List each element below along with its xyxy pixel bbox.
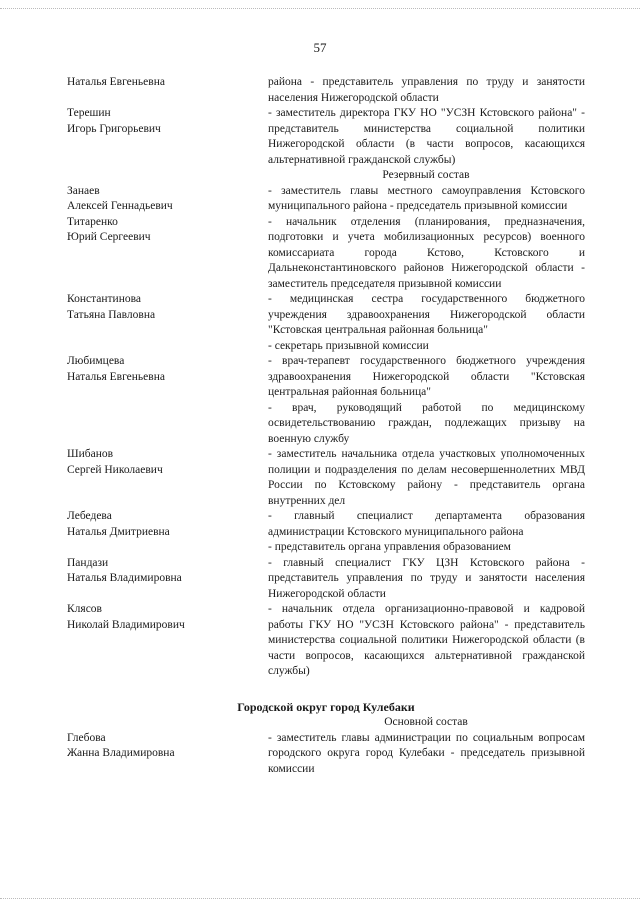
member-role: [268, 447, 585, 509]
member-role-line: - секретарь призывной комиссии: [268, 339, 429, 352]
member-name: [67, 215, 268, 293]
member-role-line: - главный специалист ГКУ ЦЗН Кстовского района - представитель управления по труду и занятости населения Нижегородской области: [268, 556, 585, 600]
document-body: [67, 75, 585, 777]
page-number: 57: [313, 40, 327, 55]
entries-reserve: [67, 184, 585, 680]
member-name-line: Наталья Евгеньевна: [67, 76, 165, 88]
scan-edge-top: [0, 8, 640, 9]
member-role: [268, 354, 585, 447]
member-surname: Пандази: [67, 556, 109, 569]
member-entry: [67, 602, 585, 680]
member-entry: [67, 354, 585, 447]
member-role-line: - начальник отдела организационно-правовой и кадровой работы ГКУ НО "УСЗН Кстовского района" - представитель министерства социальной политики Нижегородской области (в части вопросов, касающихся альтернативной гражданской службы): [268, 603, 585, 677]
member-name: [67, 509, 268, 556]
member-surname: Любимцева: [67, 355, 125, 367]
member-role-line: - представитель органа управления образованием: [268, 541, 511, 553]
member-given-names: Наталья Дмитриевна: [67, 525, 170, 538]
member-entry: [67, 215, 585, 293]
member-entry: [67, 292, 585, 354]
member-given-names: Татьяна Павловна: [67, 308, 156, 321]
member-role: [268, 509, 585, 556]
member-name: [67, 602, 268, 680]
member-role: [268, 215, 585, 293]
member-name: [67, 106, 268, 168]
member-role: [268, 292, 585, 354]
member-surname: Шибанов: [67, 448, 114, 460]
member-name: [67, 354, 268, 447]
member-entry: [67, 556, 585, 603]
member-role: [268, 184, 585, 215]
member-given-names: Наталья Владимировна: [67, 572, 182, 584]
scan-edge-bottom: [0, 898, 640, 899]
member-name: [67, 447, 268, 509]
member-entry: [67, 509, 585, 556]
member-name: [67, 731, 268, 778]
member-name: [67, 184, 268, 215]
entries-top: [67, 75, 585, 168]
member-given-names: Сергей Николаевич: [67, 463, 163, 476]
district-heading: Городской округ город Кулебаки: [237, 699, 415, 714]
member-given-names: Николай Владимирович: [67, 618, 185, 631]
member-surname: Терешин: [67, 107, 111, 119]
member-role: [268, 731, 585, 778]
member-given-names: Алексей Геннадьевич: [67, 200, 173, 212]
member-role: [268, 602, 585, 680]
member-role-line: - главный специалист департамента образования администрации Кстовского муниципального района: [268, 510, 585, 538]
member-name: [67, 292, 268, 354]
member-role-line: - заместитель главы местного самоуправления Кстовского муниципального района - председатель призывной комиссии: [268, 184, 585, 212]
member-given-names: Юрий Сергеевич: [67, 231, 151, 243]
member-given-names: Игорь Григорьевич: [67, 122, 161, 135]
member-surname: Лебедева: [67, 510, 112, 522]
member-name: [67, 75, 268, 106]
member-role-line: района - представитель управления по труду и занятости населения Нижегородской области: [268, 76, 585, 104]
member-given-names: Наталья Евгеньевна: [67, 370, 165, 383]
member-role: [268, 75, 585, 106]
member-role-line: - заместитель начальника отдела участковых уполномоченных полиции и подразделения по делам несовершеннолетних МВД России по Кстовскому району - представитель органа внутренних дел: [268, 448, 585, 507]
member-surname: Клясов: [67, 603, 102, 615]
member-entry: [67, 731, 585, 778]
member-role-line: - врач-терапевт государственного бюджетного учреждения здравоохранения Нижегородской области "Кстовская центральная районная больница": [268, 355, 585, 398]
member-entry: [67, 75, 585, 106]
member-entry: [67, 184, 585, 215]
member-surname: Занаев: [67, 184, 100, 197]
member-given-names: Жанна Владимировна: [67, 747, 175, 759]
member-entry: [67, 106, 585, 168]
member-surname: Титаренко: [67, 215, 118, 228]
reserve-heading: Резервный состав: [382, 169, 470, 181]
member-role: [268, 106, 585, 168]
member-name: [67, 556, 268, 603]
member-role-line: - медицинская сестра государственного бюджетного учреждения здравоохранения Нижегородской области "Кстовская центральная районная больница": [268, 293, 585, 336]
member-role: [268, 556, 585, 603]
main-composition-heading: Основной состав: [384, 716, 468, 728]
member-entry: [67, 447, 585, 509]
member-role-line: - заместитель директора ГКУ НО "УСЗН Кстовского района" - представитель министерства социальной политики Нижегородской области (в части вопросов, касающихся альтернативной гражданской службы): [268, 107, 585, 166]
entries-main: [67, 731, 585, 778]
member-role-line: - заместитель главы администрации по социальным вопросам городского округа город Кулебаки - председатель призывной комиссии: [268, 731, 585, 775]
member-surname: Глебова: [67, 731, 106, 744]
member-role-line: - врач, руководящий работой по медицинскому освидетельствованию граждан, подлежащих призыву на военную службу: [268, 401, 585, 445]
member-surname: Константинова: [67, 293, 141, 305]
member-role-line: - начальник отделения (планирования, предназначения, подготовки и учета мобилизационных ресурсов) военного комиссариата города Кстово, Кстовского и Дальнеконстантиновского районов Нижегородской области - заместитель председателя призывной комиссии: [268, 215, 585, 290]
